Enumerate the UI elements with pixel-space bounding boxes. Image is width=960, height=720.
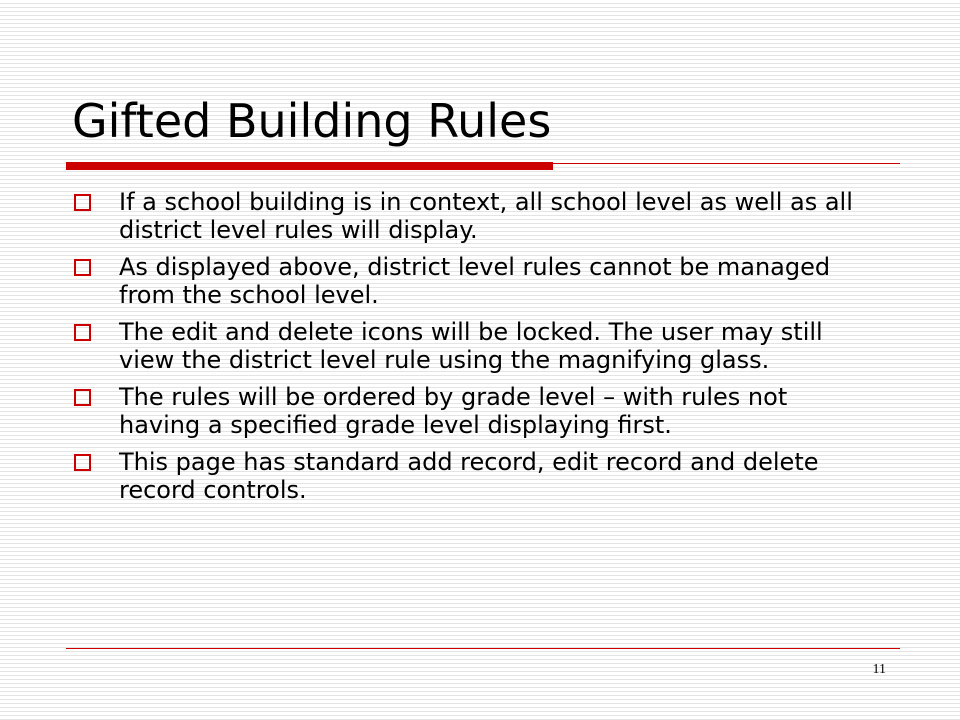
slide-title: Gifted Building Rules: [72, 94, 552, 148]
bullet-list: [74, 188, 874, 513]
bullet-text: The rules will be ordered by grade level – with rules not having a specified grade level displaying first.: [119, 383, 788, 439]
footer-rule: [66, 648, 900, 649]
bullet-item: [74, 383, 874, 439]
bullet-text: This page has standard add record, edit record and delete record controls.: [119, 448, 819, 504]
hollow-square-icon: [74, 454, 91, 471]
hollow-square-icon: [74, 194, 91, 211]
bullet-item: [74, 188, 874, 244]
hollow-square-icon: [74, 324, 91, 341]
hollow-square-icon: [74, 389, 91, 406]
bullet-item: [74, 253, 874, 309]
page-number: 11: [872, 662, 886, 677]
bullet-item: [74, 448, 874, 504]
bullet-item: [74, 318, 874, 374]
title-underline-accent: [66, 162, 553, 170]
title-underline-rule: [553, 163, 900, 164]
hollow-square-icon: [74, 259, 91, 276]
bullet-text: The edit and delete icons will be locked. The user may still view the district level rule using the magnifying glass.: [119, 318, 823, 374]
bullet-text: As displayed above, district level rules cannot be managed from the school level.: [119, 253, 831, 309]
bullet-text: If a school building is in context, all school level as well as all district level rules will display.: [119, 188, 853, 244]
